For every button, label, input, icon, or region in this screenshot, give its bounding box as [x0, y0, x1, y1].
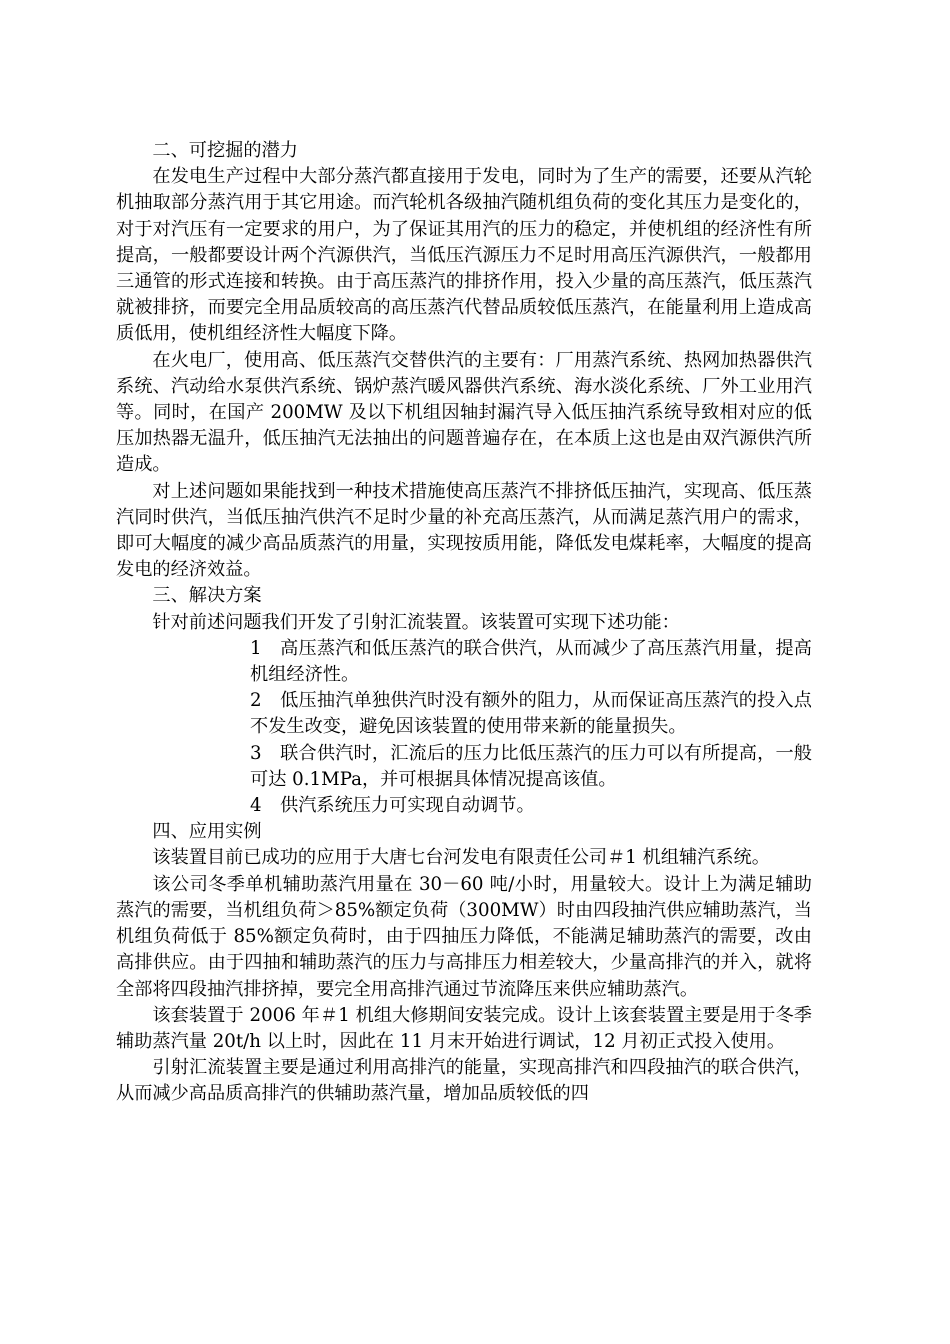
list-item-text: 高压蒸汽和低压蒸汽的联合供汽，从而减少了高压蒸汽用量，提高机组经济性。	[250, 637, 812, 686]
list-item-text: 低压抽汽单独供汽时没有额外的阻力，从而保证高压蒸汽的投入点不发生改变，避免因该装置的使用带来新的能量损失。	[250, 690, 812, 738]
section-heading-application: 四、应用实例	[152, 821, 262, 843]
paragraph: 该套装置于 2006 年＃1 机组大修期间安装完成。设计上该套装置主要是用于冬季辅助蒸汽量 20t/h 以上时，因此在 11 月末开始进行调试，12 月初正式投入使用。	[116, 1004, 812, 1052]
section-heading-solution: 三、解决方案	[152, 585, 262, 607]
paragraph: 该装置目前已成功的应用于大唐七台河发电有限责任公司＃1 机组辅汽系统。	[152, 847, 770, 869]
list-item	[250, 793, 812, 819]
list-item-text: 联合供汽时，汇流后的压力比低压蒸汽的压力可以有所提高，一般可达 0.1MPa，并可根据具体情况提高该值。	[250, 742, 812, 790]
list-item-text: 供汽系统压力可实现自动调节。	[280, 795, 535, 817]
list-item	[250, 636, 812, 688]
list-item	[250, 688, 812, 740]
list-item-number: 1	[250, 637, 262, 659]
paragraph: 该公司冬季单机辅助蒸汽用量在 30－60 吨/小时，用量较大。设计上为满足辅助蒸汽的需要，当机组负荷＞85%额定负荷（300MW）时由四段抽汽供应辅助蒸汽，当机组负荷低于 85%额定负荷时，由于四抽压力降低，不能满足辅助蒸汽的需要，改由高排供应。由于四抽和辅助蒸汽的压力与高排压力相差较大，少量高排汽的并入，就将全部将四段抽汽排挤掉，要完全用高排汽通过节流降压来供应辅助蒸汽。	[116, 873, 812, 1000]
section-heading-potential: 二、可挖掘的潜力	[152, 140, 298, 161]
paragraph: 在火电厂，使用高、低压蒸汽交替供汽的主要有：厂用蒸汽系统、热网加热器供汽系统、汽动给水泵供汽系统、锅炉蒸汽暖风器供汽系统、海水淡化系统、厂外工业用汽等。同时，在国产 200MW 及以下机组因轴封漏汽导入低压抽汽系统导致相对应的低压加热器无温升，低压抽汽无法抽出的问题普遍存在，在本质上这也是由双汽源供汽所造成。	[116, 349, 812, 476]
document-body	[116, 138, 812, 1108]
list-item-number: 3	[250, 742, 262, 764]
paragraph: 引射汇流装置主要是通过利用高排汽的能量，实现高排汽和四段抽汽的联合供汽，从而减少高品质高排汽的供辅助蒸汽量，增加品质较低的四	[116, 1057, 812, 1105]
list-item-number: 2	[250, 690, 262, 712]
paragraph: 针对前述问题我们开发了引射汇流装置。该装置可实现下述功能：	[152, 611, 680, 633]
paragraph: 在发电生产过程中大部分蒸汽都直接用于发电，同时为了生产的需要，还要从汽轮机抽取部分蒸汽用于其它用途。而汽轮机各级抽汽随机组负荷的变化其压力是变化的，对于对汽压有一定要求的用户，为了保证其用汽的压力的稳定，并使机组的经济性有所提高，一般都要设计两个汽源供汽，当低压汽源压力不足时用高压汽源供汽，一般都用三通管的形式连接和转换。由于高压蒸汽的排挤作用，投入少量的高压蒸汽，低压蒸汽就被排挤，而要完全用品质较高的高压蒸汽代替品质较低压蒸汽，在能量利用上造成高质低用，使机组经济性大幅度下降。	[116, 166, 812, 345]
list-item	[250, 741, 812, 793]
paragraph: 对上述问题如果能找到一种技术措施使高压蒸汽不排挤低压抽汽，实现高、低压蒸汽同时供汽，当低压抽汽供汽不足时少量的补充高压蒸汽，从而满足蒸汽用户的需求，即可大幅度的减少高品质蒸汽的用量，实现按质用能，降低发电煤耗率，大幅度的提高发电的经济效益。	[116, 480, 812, 581]
list-item-number: 4	[250, 795, 262, 817]
